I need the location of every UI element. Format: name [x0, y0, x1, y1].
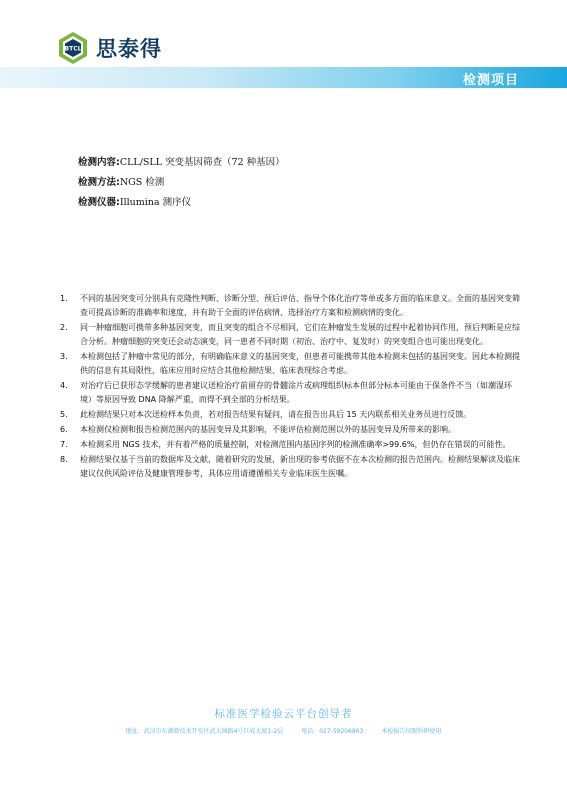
- footer-address: 地址：武汉市东湖新技术开发区武大园路4号巨成大厦1-2层: [125, 728, 284, 735]
- test-instrument-label: 检测仪器:: [78, 197, 120, 208]
- note-number: 4.: [60, 381, 68, 390]
- test-info: [78, 153, 285, 213]
- note-number: 6.: [60, 425, 68, 434]
- section-banner: [0, 67, 567, 88]
- note-number: 2.: [60, 323, 68, 332]
- test-method-row: [78, 173, 285, 193]
- note-item: [60, 438, 520, 452]
- note-number: 5.: [60, 410, 68, 419]
- note-text: 本检测仅检测和报告检测范围内的基因变异及其影响，不能评估检测范围以外的基因变异及所带来的影响。: [80, 425, 456, 434]
- note-item: [60, 379, 520, 407]
- notes-list: [60, 292, 520, 482]
- test-content-row: [78, 153, 285, 173]
- note-item: [60, 423, 520, 437]
- note-number: 1.: [60, 294, 68, 303]
- footer-notice: 本检报告仅限科研使用: [381, 728, 442, 735]
- note-text: 检测结果仅基于当前的数据库及文献，随着研究的发展，新出现的参考依据不在本次检测的报告范围内。检测结果解读及临床建议仅供风险评估及健康管理参考，具体应用请遵循相关专业临床医生医嘱。: [80, 455, 520, 478]
- banner-title: 检测项目: [462, 73, 519, 88]
- logo-badge-text: BTCL: [64, 45, 82, 53]
- test-method-value: NGS 检测: [119, 177, 165, 188]
- test-instrument-value: Illumina 测序仪: [119, 197, 192, 208]
- note-text: 此检测结果只对本次送检样本负责，若对报告结果有疑问，请在报告出具后 15 天内联系相关业务员进行反馈。: [80, 410, 472, 419]
- note-text: 对治疗后已获形态学缓解的患者建议送检治疗前留存的骨髓涂片或病理组织标本但部分标本可能由于保条件不当（如潮湿环境）等原因导致 DNA 降解严重，而得不到全部的分析结果。: [80, 381, 512, 404]
- note-item: [60, 453, 520, 481]
- footer-contact: [0, 726, 567, 735]
- company-logo: [56, 30, 162, 66]
- note-text: 不同的基因突变可分别具有克隆性判断、诊断分型、预后评估、指导个体化治疗等单或多方面的临床意义。全面的基因突变筛查可提高诊断的准确率和速度，并有助于全面的评估病情、选择治疗方案和检测病情的变化。: [80, 294, 520, 317]
- footer-phone: 电话：027-59206863: [301, 728, 364, 735]
- logo-badge-icon: [56, 31, 90, 65]
- note-text: 本检测包括了肿瘤中常见的部分，有明确临床意义的基因突变，但患者可能携带其他本检测未包括的基因突变。因此本检测提供的信息有其局限性，临床应用时应结合其他检测结果、临床表现综合考虑。: [80, 352, 520, 375]
- note-item: [60, 350, 520, 378]
- note-text: 本检测采用 NGS 技术，并有着严格的质量控制，对检测范围内基因序列的检测准确率>99.6%，但仍存在错误的可能性。: [80, 440, 511, 449]
- note-item: [60, 321, 520, 349]
- test-method-label: 检测方法:: [78, 177, 120, 188]
- note-text: 同一肿瘤细胞可携带多种基因突变，而且突变的组合不尽相同，它们在肿瘤发生发展的过程中起着协同作用，预后判断是应综合分析。肿瘤细胞的突变还会动态演变，同一患者不同时期（初治、治疗中、复发时）的突变组合也可能出现变化。: [80, 323, 520, 346]
- test-content-value: CLL/SLL 突变基因筛查（72 种基因）: [119, 157, 285, 168]
- note-item: [60, 408, 520, 422]
- note-number: 3.: [60, 352, 68, 361]
- note-number: 8.: [60, 455, 68, 464]
- logo-text: 思泰得: [96, 37, 162, 61]
- footer-tagline: 标准医学检验云平台创导者: [214, 708, 353, 720]
- test-instrument-row: [78, 193, 285, 213]
- test-content-label: 检测内容:: [78, 157, 120, 168]
- note-item: [60, 292, 520, 320]
- note-number: 7.: [60, 440, 68, 449]
